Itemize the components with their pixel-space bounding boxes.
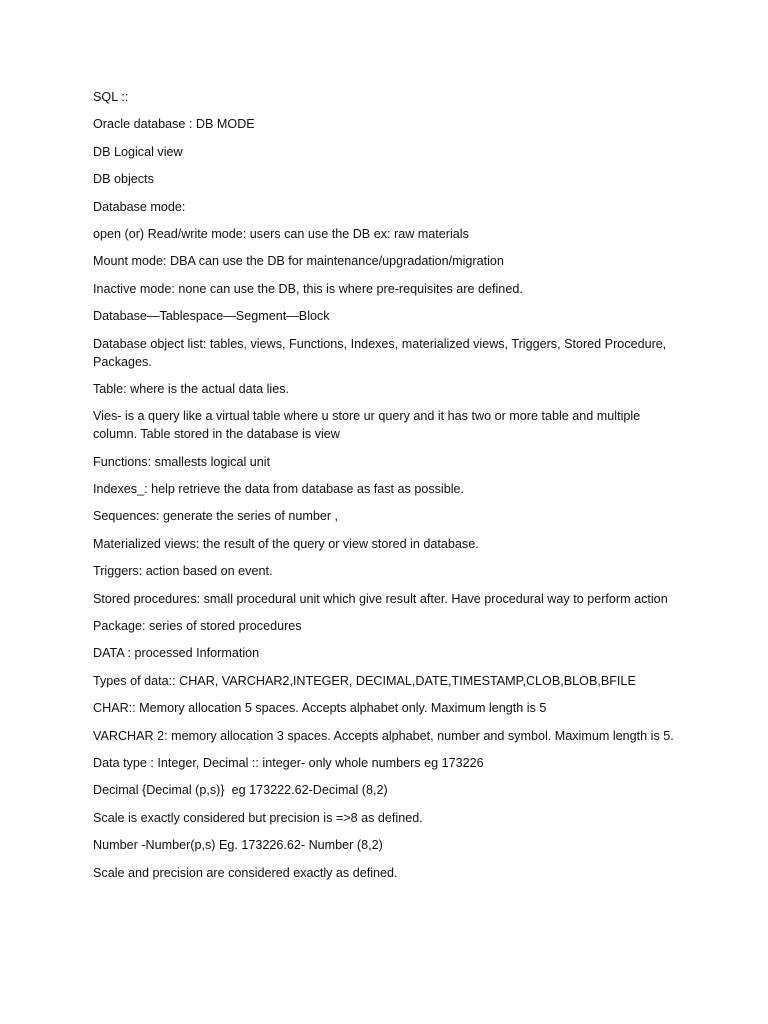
paragraph: DATA : processed Information: [93, 646, 260, 661]
paragraph: Table: where is the actual data lies.: [93, 381, 290, 396]
paragraph: Database—Tablespace—Segment—Block: [93, 309, 330, 324]
paragraph: CHAR:: Memory allocation 5 spaces. Accepts alphabet only. Maximum length is 5: [93, 701, 547, 716]
paragraph: open (or) Read/write mode: users can use the DB ex: raw materials: [93, 226, 469, 241]
paragraph: DB Logical view: [93, 144, 183, 159]
paragraph: Number -Number(p,s) Eg. 173226.62- Number (8,2): [93, 838, 383, 853]
paragraph: Database object list: tables, views, Functions, Indexes, materialized views, Triggers, Stored Procedure, Packages.: [93, 336, 670, 369]
paragraph: Triggers: action based on event.: [93, 564, 273, 579]
document-body: [93, 88, 683, 891]
paragraph: Functions: smallests logical unit: [93, 454, 271, 469]
paragraph: Oracle database : DB MODE: [93, 117, 255, 132]
paragraph: Scale is exactly considered but precision is =>8 as defined.: [93, 810, 423, 825]
paragraph: DB objects: [93, 172, 154, 187]
paragraph: Decimal {Decimal (p,s)} eg 173222.62-Decimal (8,2): [93, 783, 388, 798]
paragraph: Indexes_: help retrieve the data from database as fast as possible.: [93, 482, 465, 497]
paragraph: Sequences: generate the series of number ,: [93, 509, 339, 524]
paragraph: Scale and precision are considered exactly as defined.: [93, 865, 398, 880]
paragraph: Mount mode: DBA can use the DB for maintenance/upgradation/migration: [93, 254, 504, 269]
paragraph: VARCHAR 2: memory allocation 3 spaces. Accepts alphabet, number and symbol. Maximum length is 5.: [93, 728, 674, 743]
paragraph: Vies- is a query like a virtual table where u store ur query and it has two or more table and multiple column. Table stored in the database is view: [93, 409, 644, 442]
paragraph: Materialized views: the result of the query or view stored in database.: [93, 536, 479, 551]
paragraph: Types of data:: CHAR, VARCHAR2,INTEGER, DECIMAL,DATE,TIMESTAMP,CLOB,BLOB,BFILE: [93, 673, 636, 688]
paragraph: Stored procedures: small procedural unit which give result after. Have procedural way to perform action: [93, 591, 668, 606]
paragraph: Database mode:: [93, 199, 186, 214]
paragraph: Data type : Integer, Decimal :: integer- only whole numbers eg 173226: [93, 755, 484, 770]
paragraph: SQL ::: [93, 90, 129, 104]
paragraph: Inactive mode: none can use the DB, this is where pre-requisites are defined.: [93, 281, 523, 296]
paragraph: Package: series of stored procedures: [93, 619, 302, 634]
